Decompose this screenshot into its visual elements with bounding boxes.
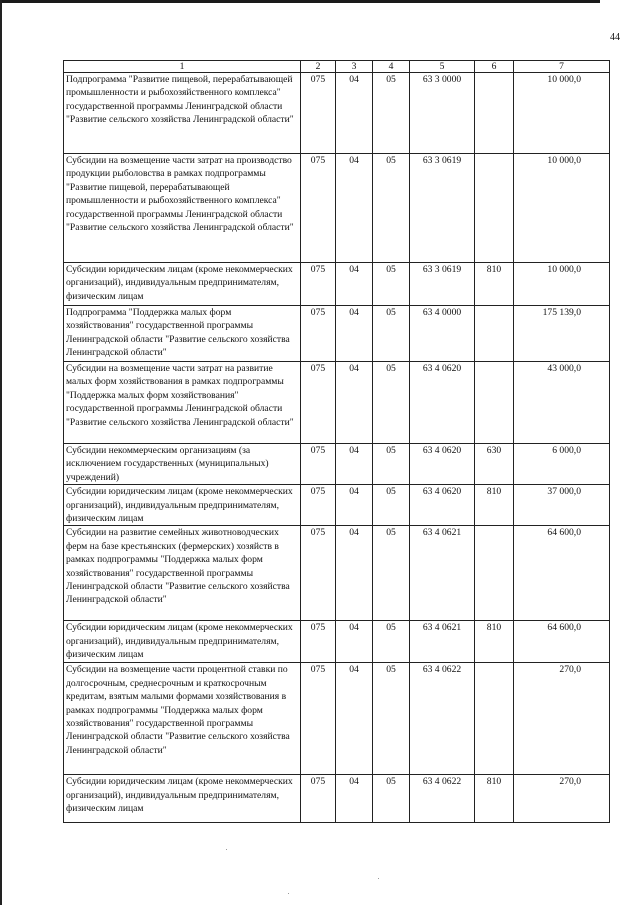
header-col-2: 2 <box>301 61 336 73</box>
row-col7: 270,0 <box>514 775 610 823</box>
row-name: Субсидии юридическим лицам (кроме некоммерческих организаций), индивидуальным предпринимателям, физическим лицам <box>64 621 301 663</box>
row-col6 <box>475 306 514 362</box>
header-col-4: 4 <box>373 61 410 73</box>
header-col-6: 6 <box>475 61 514 73</box>
row-col3: 04 <box>336 306 373 362</box>
scan-left-border <box>0 0 2 905</box>
row-name: Субсидии на возмещение части затрат на развитие малых форм хозяйствования в рамках подпрограммы "Поддержка малых форм хозяйствования" государственной программы Ленинградской области "Развитие сельского хозяйства Ленинградской области" <box>64 362 301 444</box>
row-col5: 63 4 0620 <box>410 485 475 526</box>
row-col2: 075 <box>301 621 336 663</box>
row-col6 <box>475 526 514 621</box>
table-row <box>64 73 610 154</box>
row-col6: 810 <box>475 621 514 663</box>
row-col2: 075 <box>301 362 336 444</box>
row-col7: 43 000,0 <box>514 362 610 444</box>
row-col3: 04 <box>336 485 373 526</box>
row-col7: 10 000,0 <box>514 154 610 263</box>
row-name: Субсидии юридическим лицам (кроме некоммерческих организаций), индивидуальным предпринимателям, физическим лицам <box>64 775 301 823</box>
row-col3: 04 <box>336 621 373 663</box>
budget-table <box>63 60 610 823</box>
row-col7: 64 600,0 <box>514 526 610 621</box>
header-col-1: 1 <box>64 61 301 73</box>
row-col4: 05 <box>373 306 410 362</box>
header-col-7: 7 <box>514 61 610 73</box>
row-col5: 63 3 0000 <box>410 73 475 154</box>
row-col5: 63 4 0000 <box>410 306 475 362</box>
row-col3: 04 <box>336 775 373 823</box>
row-col3: 04 <box>336 526 373 621</box>
table-row <box>64 306 610 362</box>
row-col4: 05 <box>373 621 410 663</box>
row-col6 <box>475 663 514 775</box>
row-col7: 10 000,0 <box>514 263 610 306</box>
page-number: 44 <box>610 32 620 43</box>
row-col5: 63 4 0620 <box>410 444 475 485</box>
row-name: Субсидии на возмещение части затрат на производство продукции рыболовства в рамках подпрограммы "Развитие пищевой, перерабатывающей промышленности и рыбохозяйственного комплекса" государственной программы Ленинградской области "Развитие сельского хозяйства Ленинградской области" <box>64 154 301 263</box>
scan-top-border <box>0 0 600 3</box>
table-row <box>64 444 610 485</box>
row-name: Субсидии юридическим лицам (кроме некоммерческих организаций), индивидуальным предпринимателям, физическим лицам <box>64 263 301 306</box>
row-col2: 075 <box>301 263 336 306</box>
row-name: Подпрограмма "Развитие пищевой, перерабатывающей промышленности и рыбохозяйственного комплекса" государственной программы Ленинградской области "Развитие сельского хозяйства Ленинградской области" <box>64 73 301 154</box>
row-col5: 63 4 0621 <box>410 526 475 621</box>
row-name: Подпрограмма "Поддержка малых форм хозяйствования" государственной программы Ленинградской области "Развитие сельского хозяйства Ленинградской области" <box>64 306 301 362</box>
row-col5: 63 4 0622 <box>410 775 475 823</box>
row-col3: 04 <box>336 444 373 485</box>
row-col5: 63 4 0620 <box>410 362 475 444</box>
row-col2: 075 <box>301 306 336 362</box>
row-name: Субсидии на возмещение части процентной ставки по долгосрочным, среднесрочным и краткосрочным кредитам, взятым малыми формами хозяйствования в рамках подпрограммы "Поддержка малых форм хозяйствования" государственной программы Ленинградской области "Развитие сельского хозяйства Ленинградской области" <box>64 663 301 775</box>
row-col3: 04 <box>336 73 373 154</box>
row-col6 <box>475 154 514 263</box>
row-col6: 810 <box>475 485 514 526</box>
table-row <box>64 263 610 306</box>
row-col5: 63 4 0622 <box>410 663 475 775</box>
row-col6 <box>475 362 514 444</box>
row-col7: 37 000,0 <box>514 485 610 526</box>
row-col4: 05 <box>373 263 410 306</box>
table-row <box>64 663 610 775</box>
scan-speck <box>288 893 289 894</box>
row-col3: 04 <box>336 263 373 306</box>
table-row <box>64 485 610 526</box>
row-col7: 175 139,0 <box>514 306 610 362</box>
table-header-row <box>64 61 610 73</box>
row-name: Субсидии на развитие семейных животноводческих ферм на базе крестьянских (фермерских) хозяйств в рамках подпрограммы "Поддержка малых форм хозяйствования" государственной программы Ленинградской области "Развитие сельского хозяйства Ленинградской области" <box>64 526 301 621</box>
row-col4: 05 <box>373 775 410 823</box>
row-col4: 05 <box>373 362 410 444</box>
scan-speck <box>378 878 379 879</box>
row-col6: 630 <box>475 444 514 485</box>
row-col4: 05 <box>373 154 410 263</box>
row-name: Субсидии некоммерческим организациям (за исключением государственных (муниципальных) учреждений) <box>64 444 301 485</box>
row-col7: 10 000,0 <box>514 73 610 154</box>
row-col6 <box>475 73 514 154</box>
row-col5: 63 3 0619 <box>410 154 475 263</box>
row-col2: 075 <box>301 485 336 526</box>
row-name: Субсидии юридическим лицам (кроме некоммерческих организаций), индивидуальным предпринимателям, физическим лицам <box>64 485 301 526</box>
row-col7: 270,0 <box>514 663 610 775</box>
row-col4: 05 <box>373 73 410 154</box>
row-col4: 05 <box>373 663 410 775</box>
row-col7: 6 000,0 <box>514 444 610 485</box>
row-col2: 075 <box>301 444 336 485</box>
row-col2: 075 <box>301 775 336 823</box>
row-col6: 810 <box>475 775 514 823</box>
header-col-5: 5 <box>410 61 475 73</box>
row-col5: 63 4 0621 <box>410 621 475 663</box>
row-col7: 64 600,0 <box>514 621 610 663</box>
table-row <box>64 154 610 263</box>
row-col2: 075 <box>301 526 336 621</box>
table-row <box>64 526 610 621</box>
row-col3: 04 <box>336 663 373 775</box>
row-col6: 810 <box>475 263 514 306</box>
row-col2: 075 <box>301 73 336 154</box>
table-row <box>64 621 610 663</box>
row-col3: 04 <box>336 362 373 444</box>
row-col5: 63 3 0619 <box>410 263 475 306</box>
row-col4: 05 <box>373 485 410 526</box>
scan-speck <box>226 849 227 850</box>
header-col-3: 3 <box>336 61 373 73</box>
table-row <box>64 775 610 823</box>
row-col2: 075 <box>301 154 336 263</box>
row-col2: 075 <box>301 663 336 775</box>
table-row <box>64 362 610 444</box>
row-col3: 04 <box>336 154 373 263</box>
row-col4: 05 <box>373 526 410 621</box>
row-col4: 05 <box>373 444 410 485</box>
